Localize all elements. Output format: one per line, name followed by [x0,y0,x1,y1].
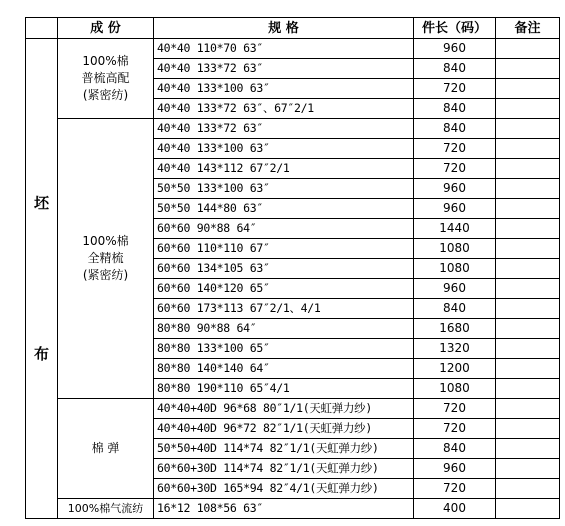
length-cell: 840 [414,299,496,319]
table-row [26,399,560,419]
length-cell: 1200 [414,359,496,379]
spec-cell: 80*80 133*100 65″ [154,339,414,359]
table-row [26,499,560,519]
composition-cell [58,119,154,399]
spec-cell: 40*40 133*100 63″ [154,79,414,99]
spec-cell: 60*60 173*113 67″2/1、4/1 [154,299,414,319]
spec-cell: 50*50+40D 114*74 82″1/1(天虹弹力纱) [154,439,414,459]
length-cell: 840 [414,439,496,459]
composition-cell [58,399,154,499]
note-cell [496,359,560,379]
spec-cell: 80*80 190*110 65″4/1 [154,379,414,399]
note-cell [496,279,560,299]
note-cell [496,339,560,359]
note-cell [496,239,560,259]
note-cell [496,139,560,159]
table-row [26,39,560,59]
note-cell [496,219,560,239]
note-cell [496,59,560,79]
note-cell [496,179,560,199]
note-cell [496,459,560,479]
spec-cell: 40*40 110*70 63″ [154,39,414,59]
spec-cell: 60*60+30D 114*74 82″1/1(天虹弹力纱) [154,459,414,479]
note-cell [496,439,560,459]
composition-cell [58,499,154,519]
length-cell: 1440 [414,219,496,239]
note-cell [496,119,560,139]
header-spec: 规 格 [154,18,414,39]
length-cell: 1320 [414,339,496,359]
composition-line: (紧密纺) [82,268,129,282]
spec-cell: 60*60+30D 165*94 82″4/1(天虹弹力纱) [154,479,414,499]
spec-cell: 16*12 108*56 63″ [154,499,414,519]
length-cell: 1080 [414,259,496,279]
length-cell: 400 [414,499,496,519]
header-row [26,18,560,39]
spec-cell: 50*50 133*100 63″ [154,179,414,199]
fabric-spec-table [25,17,560,519]
composition-line: 棉 弹 [91,441,120,455]
category-char: 坯 [33,193,49,212]
spec-cell: 40*40+40D 96*72 82″1/1(天虹弹力纱) [154,419,414,439]
header-category [26,18,58,39]
spec-cell: 40*40 133*72 63″ [154,59,414,79]
length-cell: 720 [414,479,496,499]
category-cell [26,39,58,519]
spec-cell: 60*60 134*105 63″ [154,259,414,279]
note-cell [496,499,560,519]
note-cell [496,379,560,399]
header-length: 件长（码） [414,18,496,39]
note-cell [496,319,560,339]
length-cell: 1080 [414,239,496,259]
spec-cell: 40*40 133*72 63″ [154,119,414,139]
composition-line: 100%棉 [82,234,129,248]
composition-cell [58,39,154,119]
header-composition: 成 份 [58,18,154,39]
spec-cell: 60*60 90*88 64″ [154,219,414,239]
length-cell: 720 [414,159,496,179]
spec-cell: 60*60 110*110 67″ [154,239,414,259]
length-cell: 960 [414,459,496,479]
note-cell [496,479,560,499]
length-cell: 1080 [414,379,496,399]
length-cell: 960 [414,279,496,299]
note-cell [496,259,560,279]
spec-cell: 60*60 140*120 65″ [154,279,414,299]
spec-cell: 80*80 140*140 64″ [154,359,414,379]
length-cell: 840 [414,99,496,119]
spec-cell: 40*40 143*112 67″2/1 [154,159,414,179]
spec-cell: 40*40 133*72 63″、67″2/1 [154,99,414,119]
note-cell [496,199,560,219]
composition-line: 100%棉 [82,54,129,68]
length-cell: 720 [414,419,496,439]
length-cell: 720 [414,79,496,99]
category-char: 布 [33,344,49,363]
composition-line: 普梳高配 [81,71,130,85]
length-cell: 720 [414,139,496,159]
spec-cell: 40*40 133*100 63″ [154,139,414,159]
note-cell [496,299,560,319]
spec-cell: 40*40+40D 96*68 80″1/1(天虹弹力纱) [154,399,414,419]
note-cell [496,99,560,119]
length-cell: 960 [414,39,496,59]
length-cell: 1680 [414,319,496,339]
composition-line: 全精梳 [87,251,124,265]
composition-line: 100%棉气流纺 [67,502,144,515]
length-cell: 720 [414,399,496,419]
length-cell: 960 [414,199,496,219]
note-cell [496,419,560,439]
note-cell [496,159,560,179]
note-cell [496,39,560,59]
length-cell: 840 [414,59,496,79]
table-body [26,39,560,519]
length-cell: 960 [414,179,496,199]
header-note: 备注 [496,18,560,39]
table-row [26,119,560,139]
spec-cell: 50*50 144*80 63″ [154,199,414,219]
note-cell [496,79,560,99]
composition-line: (紧密纺) [82,88,129,102]
length-cell: 840 [414,119,496,139]
spec-cell: 80*80 90*88 64″ [154,319,414,339]
note-cell [496,399,560,419]
